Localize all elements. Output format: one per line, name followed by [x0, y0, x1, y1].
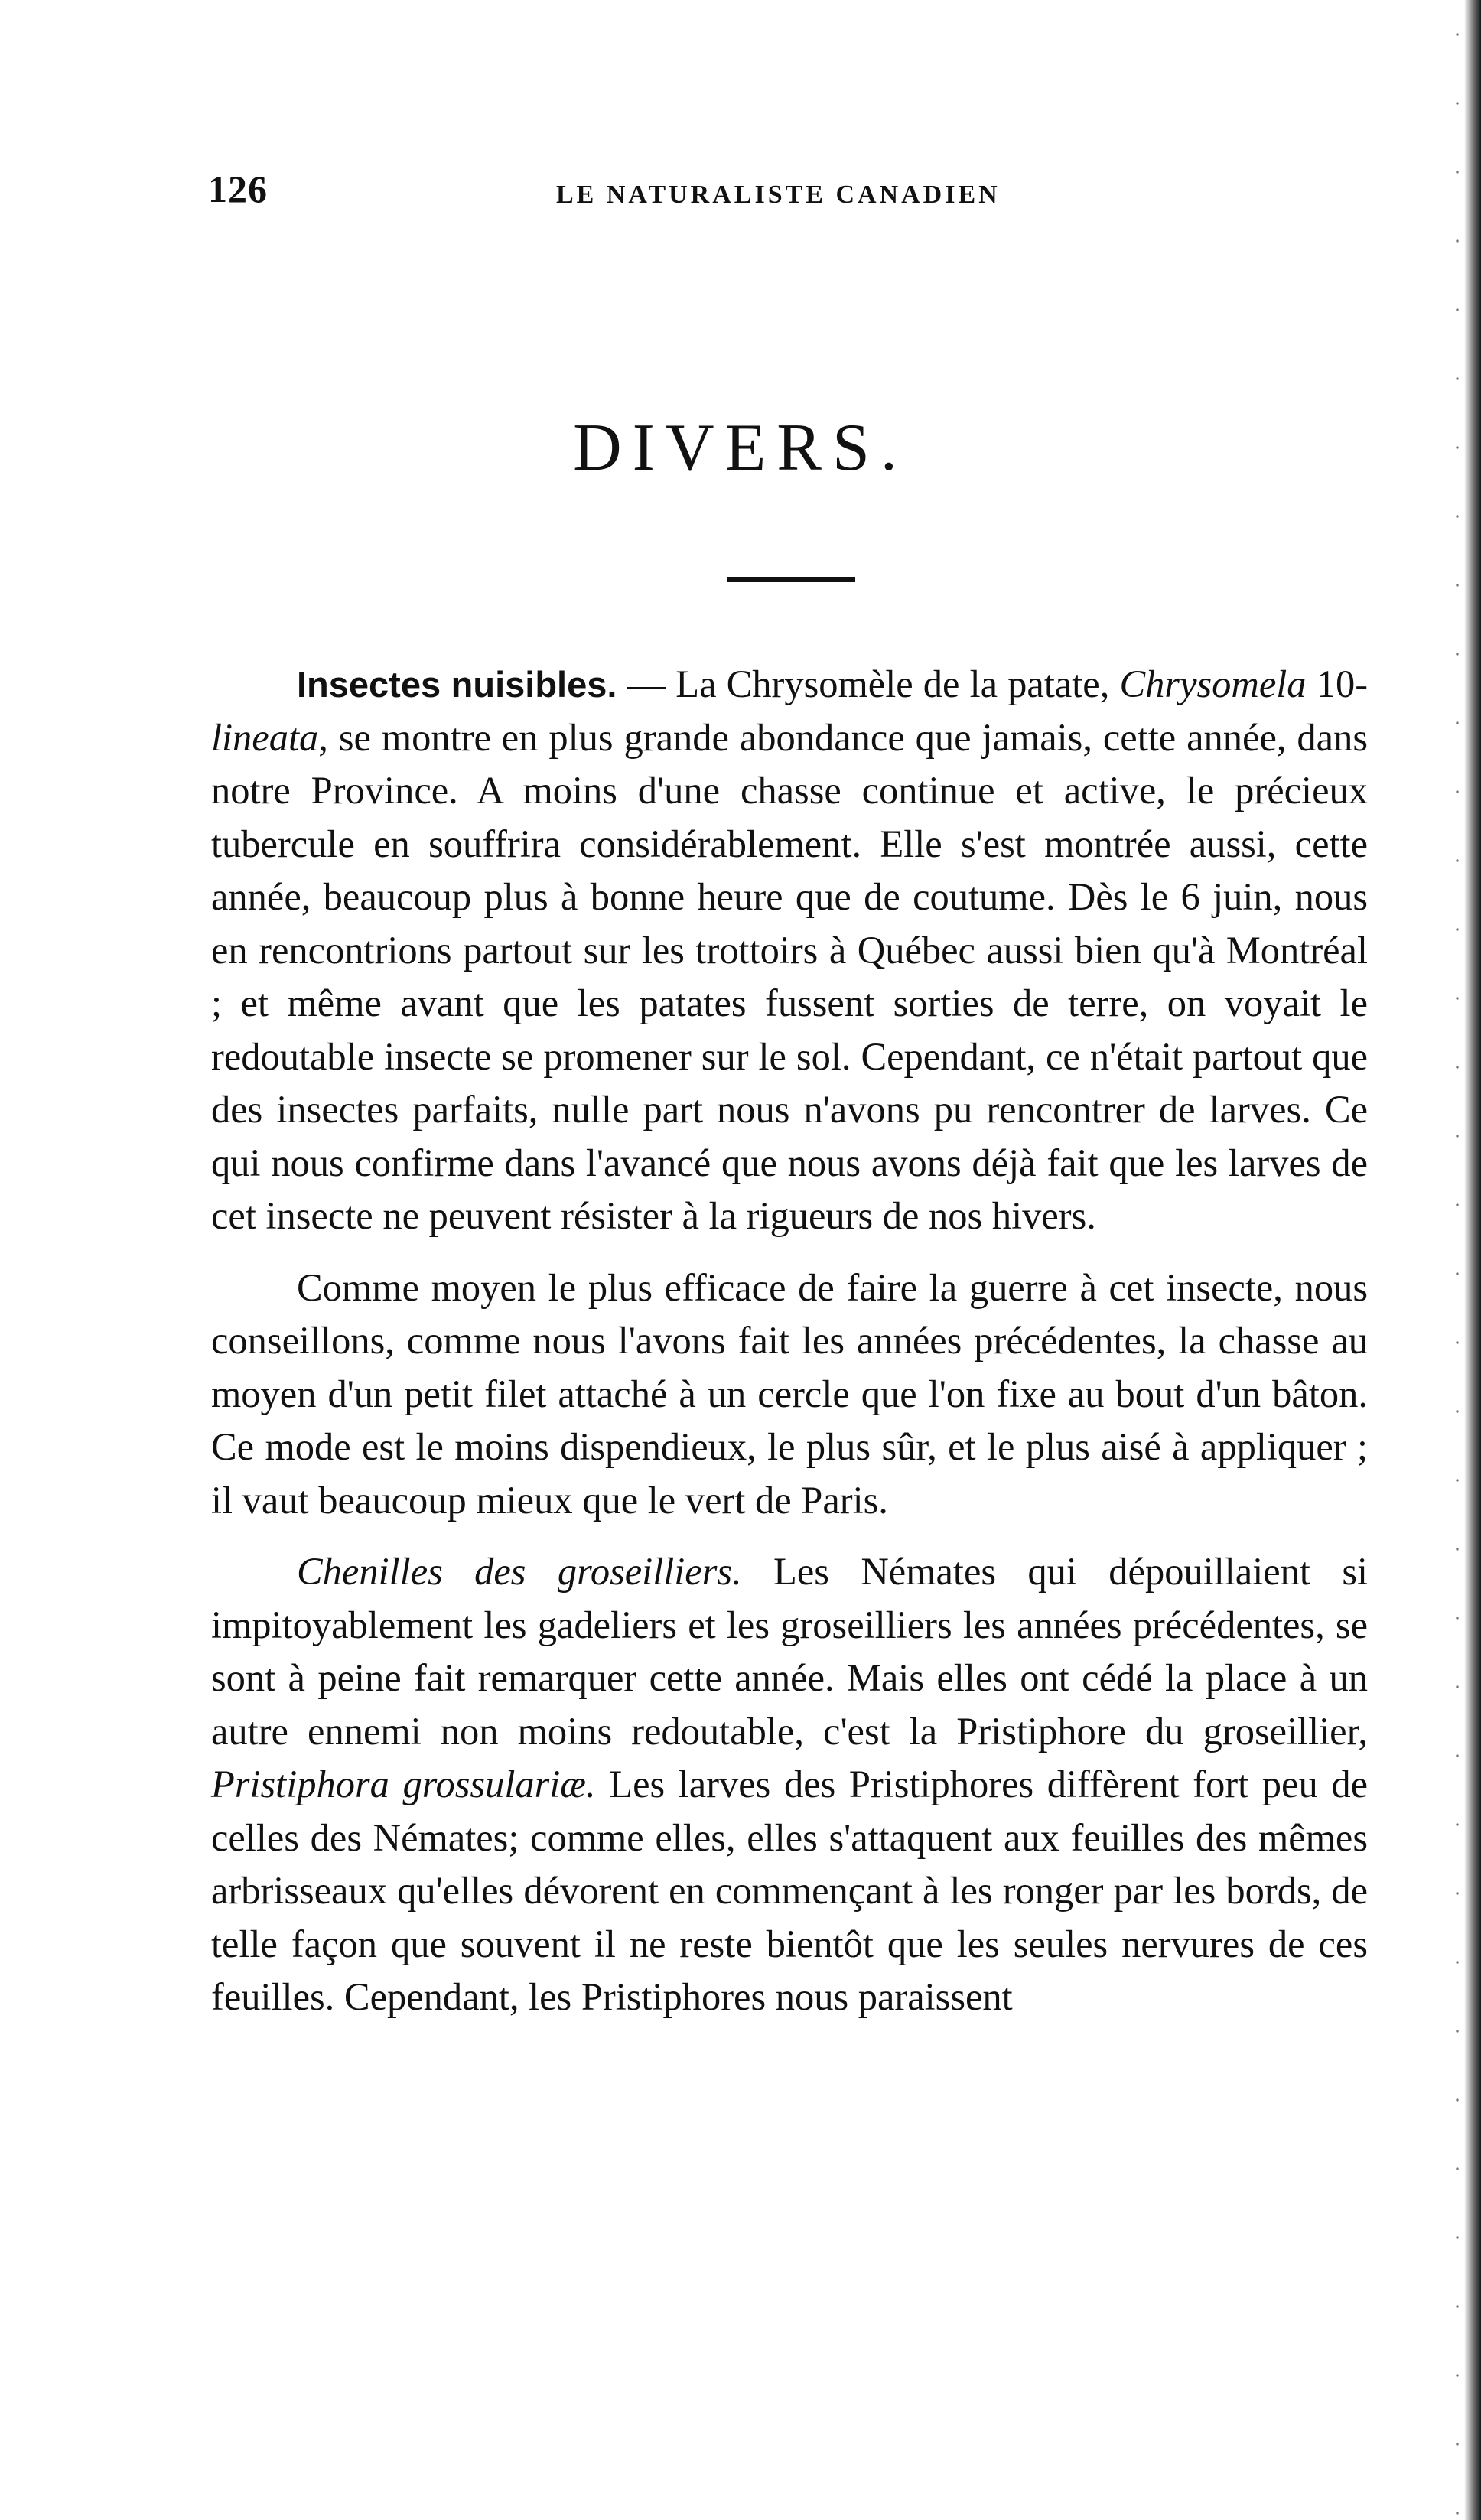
species-epithet: lineata — [211, 715, 319, 759]
paragraph-heading: Chenilles des groseilliers. — [297, 1550, 742, 1593]
title-rule — [727, 577, 855, 582]
species-number: 10- — [1306, 663, 1369, 705]
paragraph-text: Comme moyen le plus efficace de faire la guerre à cet insecte, nous conseillons, comme nous l'avons fait les années précédentes, la chasse au moyen d'un petit filet attaché à un cercle que l'on fixe au bout d'un bâton. Ce mode est le moins dispendieux, le plus sûr, et le plus aisé à appliquer ; il vaut beaucoup mieux que le vert de Paris. — [211, 1265, 1368, 1522]
species-name: Chrysomela — [1119, 663, 1307, 705]
paragraph-text: — La Chrysomèle de la patate, — [617, 663, 1120, 705]
page-edge-shadow — [1464, 0, 1481, 2520]
paragraph-text: Les Némates qui dépouillaient si impitoyablement les gadeliers et les groseilliers les années précédentes, se sont à peine fait remarquer cette année. Mais elles ont cédé la place à un autre ennemi non moins redoutable, c'est la Pristiphore du groseillier, — [211, 1550, 1369, 1753]
page-number: 126 — [208, 168, 268, 210]
paragraph-moyen — [211, 1262, 1368, 1528]
page-edge-specks — [1452, 0, 1463, 2520]
paragraph-text: , se montre en plus grande abondance que jamais, cette année, dans notre Province. A moins d'une chasse continue et active, le précieux tubercule en souffrira considérablement. Elle s'est montrée aussi, cette année, beaucoup plus à bonne heure que de coutume. Dès le 6 juin, nous en rencontrions partout sur les trottoirs à Québec aussi bien qu'à Montréal ; et même avant que les patates fussent sorties de terre, on voyait le redoutable insecte se promener sur le sol. Cependant, ce n'était partout que des insectes parfaits, nulle part nous n'avons pu rencontrer de larves. Ce qui nous confirme dans l'avancé que nous avons déjà fait que les larves de cet insecte ne peuvent résister à la rigueurs de nos hivers. — [211, 715, 1368, 1237]
body-text — [211, 658, 1368, 2024]
paragraph-text: Les larves des Pristiphores diffèrent fort peu de celles des Némates; comme elles, elles s'attaquent aux feuilles des mêmes arbrisseaux qu'elles dévorent en commençant à les ronger par les bords, de telle façon que souvent il ne reste bientôt que les seules nervures de ces feuilles. Cependant, les Pristiphores nous paraissent — [211, 1763, 1368, 2018]
journal-title: LE NATURALISTE CANADIEN — [556, 181, 1001, 209]
paragraph-chenilles — [211, 1545, 1368, 2024]
running-head — [208, 167, 1367, 213]
section-title: DIVERS. — [573, 411, 908, 485]
paragraph-insectes-nuisibles — [211, 658, 1368, 1243]
paragraph-heading: Insectes nuisibles. — [297, 664, 617, 705]
species-name: Pristiphora grossulariæ. — [211, 1763, 596, 1805]
